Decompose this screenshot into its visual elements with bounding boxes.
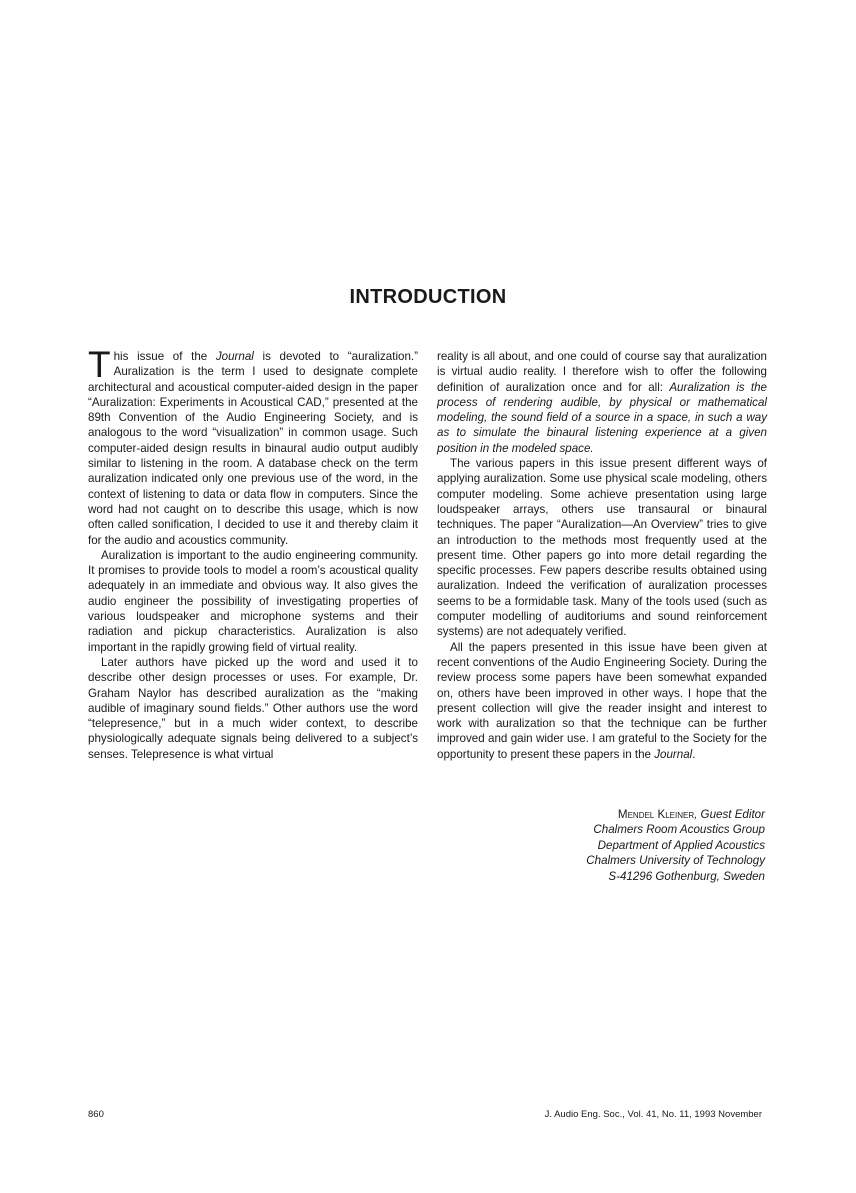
page-number: 860: [88, 1109, 104, 1120]
affiliation-university: Chalmers University of Technology: [586, 854, 765, 868]
affiliation-address: S-41296 Gothenburg, Sweden: [608, 869, 765, 883]
page-title: INTRODUCTION: [349, 286, 507, 308]
affiliation-group: Chalmers Room Acoustics Group: [593, 823, 765, 837]
text-run: .: [692, 747, 696, 761]
left-column: [88, 344, 418, 762]
paragraph-5: [437, 640, 767, 762]
paragraph-3: Later authors have picked up the word and used it to describe other design processes or uses. For example, Dr. Graham Naylor has described auralization as the “making audible of imaginary sound fields.” Other authors use the word “telepresence,” but in a much wider context, to describe physiologically adequate signals being delivered to a subject’s senses. Telepresence is what virtual: [88, 655, 418, 761]
signature-name-line: [586, 807, 765, 822]
right-column: [437, 349, 767, 762]
affiliation-department: Department of Applied Acoustics: [597, 838, 765, 852]
text-run: reality is all about, and one could of course say that auralization is virtual audio reality. I therefore wish to offer the following definition of auralization once and for all:: [437, 350, 767, 394]
paragraph-1: [88, 344, 418, 548]
italic-text: Journal: [654, 747, 693, 761]
editor-role: , Guest Editor: [694, 808, 765, 821]
paragraph-1-text: [88, 344, 418, 547]
text-run: his issue of the: [113, 350, 216, 363]
signature-block: [586, 807, 765, 884]
italic-text: Journal: [215, 350, 254, 363]
paragraph-4: The various papers in this issue present different ways of applying auralization. Some use physical scale modeling, others computer modeling. Some achieve presentation using large loudspeaker arrays, others use transaural or binaural techniques. The paper “Auralization—An Overview” tries to give an introduction to the methods most frequently used at the present time. Other papers go into more detail regarding the specific processes. Few papers describe results obtained using auralization. Indeed the verification of auralization processes seems to be a formidable task. Many of the tools used (such as computer modelling of auditoriums and sound reinforcement systems) are not adequately verified.: [437, 457, 767, 639]
paragraph-3-continued: [437, 349, 767, 456]
text-run: is devoted to “auralization.” Auralization is the term I used to designate complete architectural and acoustical computer-aided design in the paper “Auralization: Experiments in Acoustical CAD,” presented at the 89th Convention of the Audio Engineering Society, and is analogous to the word “visualization” in common usage. Such computer-aided design results in binaural audio output audibly similar to listening in the room. A database check on the term auralization indicated only one previous use of the word, in the context of listening to data or data flow in computers. Since the word had not caught on to describe this usage, which is now often called sonification, I decided to use it and thereby claim it for the audio and acoustics community.: [88, 350, 418, 547]
drop-cap: T: [88, 344, 111, 385]
italic-text: Auralization is the process of rendering audible, by physical or mathematical modeling, the sound field of a source in a space, in such a way as to simulate the binaural listening experience at a given position in the modeled space.: [437, 380, 767, 455]
journal-citation: J. Audio Eng. Soc., Vol. 41, No. 11, 1993 November: [544, 1109, 762, 1120]
text-run: All the papers presented in this issue have been given at recent conventions of the Audio Engineering Society. During the review process some papers have been somewhat expanded on, others have been improved in other ways. I hope that the present collection will give the reader insight and interest to work with auralization so that the technique can be further improved and gain wider use. I am grateful to the Society for the opportunity to present these papers in the: [437, 640, 767, 761]
paragraph-2: Auralization is important to the audio engineering community. It promises to provide tools to model a room’s acoustical quality adequately in an immediate and obvious way. It also gives the audio engineer the possibility of investigating properties of various loudspeaker and microphone systems and their radiation and pickup characteristics. Auralization is also important in the rapidly growing field of virtual reality.: [88, 548, 418, 654]
editor-name: Mendel Kleiner: [617, 808, 695, 821]
